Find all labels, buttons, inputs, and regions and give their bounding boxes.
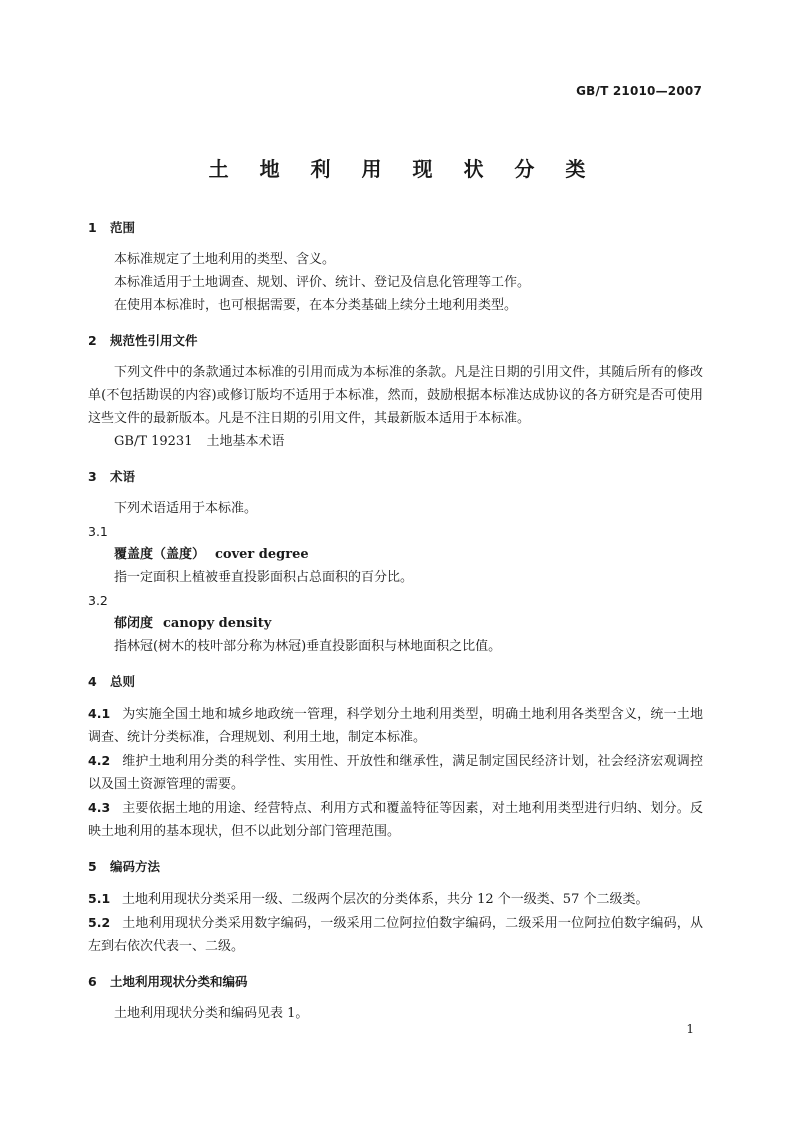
term-name <box>88 612 703 635</box>
paragraph: 土地利用现状分类和编码见表 1。 <box>114 1006 309 1021</box>
reference-entry <box>88 430 703 453</box>
term-name <box>88 543 703 566</box>
term-definition: 指一定面积上植被垂直投影面积占总面积的百分比。 <box>114 570 414 585</box>
clause <box>88 702 703 749</box>
term-name-zh: 覆盖度（盖度） <box>114 547 206 562</box>
section-number: 2 <box>88 333 97 348</box>
section-title: 土地利用现状分类和编码 <box>110 974 248 989</box>
paragraph: 下列文件中的条款通过本标准的引用而成为本标准的条款。凡是注日期的引用文件，其随后所有的修改单(不包括勘误的内容)或修订版均不适用于本标准，然而，鼓励根据本标准达成协议的各方研究是否可使用这些文件的最新版本。凡是不注日期的引用文件，其最新版本适用于本标准。 <box>88 365 703 426</box>
section-heading-classification-and-codes <box>88 970 703 992</box>
clause-number: 5.1 <box>88 891 111 906</box>
section-number: 3 <box>88 469 97 484</box>
section-number: 5 <box>88 859 97 874</box>
term-number: 3.1 <box>88 524 108 539</box>
clause-text: 土地利用现状分类采用数字编码，一级采用二位阿拉伯数字编码，二级采用一位阿拉伯数字编码，从左到右依次代表一、二级。 <box>88 916 703 954</box>
section-number: 4 <box>88 674 97 689</box>
clause <box>88 749 703 796</box>
section-heading-terms <box>88 465 703 487</box>
section-number: 6 <box>88 974 97 989</box>
paragraph: 本标准规定了土地利用的类型、含义。 <box>114 252 336 267</box>
clause-number: 4.3 <box>88 800 111 815</box>
term-name-en: canopy density <box>163 616 272 631</box>
clause <box>88 911 703 958</box>
paragraph: 下列术语适用于本标准。 <box>114 501 258 516</box>
clause-text: 为实施全国土地和城乡地政统一管理，科学划分土地利用类型，明确土地利用各类型含义，统一土地调查、统计分类标准，合理规划、利用土地，制定本标准。 <box>88 707 703 745</box>
clause-number: 4.1 <box>88 706 111 721</box>
section-heading-scope <box>88 216 703 238</box>
term-name-en: cover degree <box>215 547 309 562</box>
clause-text: 维护土地利用分类的科学性、实用性、开放性和继承性，满足制定国民经济计划，社会经济宏观调控以及国土资源管理的需要。 <box>88 754 703 792</box>
clause-number: 4.2 <box>88 753 111 768</box>
clause <box>88 887 703 911</box>
term-name-zh: 郁闭度 <box>114 616 154 631</box>
section-title: 范围 <box>110 220 136 235</box>
clause-text: 土地利用现状分类采用一级、二级两个层次的分类体系，共分 12 个一级类、57 个二级类。 <box>122 892 649 907</box>
section-heading-normative-references <box>88 329 703 351</box>
section-heading-general <box>88 670 703 692</box>
section-title: 规范性引用文件 <box>110 333 198 348</box>
clause <box>88 796 703 843</box>
standard-number: GB/T 21010—2007 <box>576 84 702 98</box>
section-title: 编码方法 <box>110 859 161 874</box>
paragraph: 在使用本标准时，也可根据需要，在本分类基础上续分土地利用类型。 <box>114 298 518 313</box>
document-body <box>88 216 703 1025</box>
section-title: 术语 <box>110 469 136 484</box>
page-number: 1 <box>686 1022 694 1036</box>
term-number: 3.2 <box>88 593 108 608</box>
paragraph: 本标准适用于土地调查、规划、评价、统计、登记及信息化管理等工作。 <box>114 275 531 290</box>
reference-code: GB/T 19231 <box>114 434 193 449</box>
section-number: 1 <box>88 220 97 235</box>
section-title: 总则 <box>110 674 136 689</box>
term-definition: 指林冠(树木的枝叶部分称为林冠)垂直投影面积与林地面积之比值。 <box>114 639 502 654</box>
reference-title: 土地基本术语 <box>206 434 285 449</box>
clause-number: 5.2 <box>88 915 111 930</box>
section-heading-coding-method <box>88 855 703 877</box>
clause-text: 主要依据土地的用途、经营特点、利用方式和覆盖特征等因素，对土地利用类型进行归纳、划分。反映土地利用的基本现状，但不以此划分部门管理范围。 <box>88 801 703 839</box>
document-title: 土 地 利 用 现 状 分 类 <box>208 157 598 181</box>
